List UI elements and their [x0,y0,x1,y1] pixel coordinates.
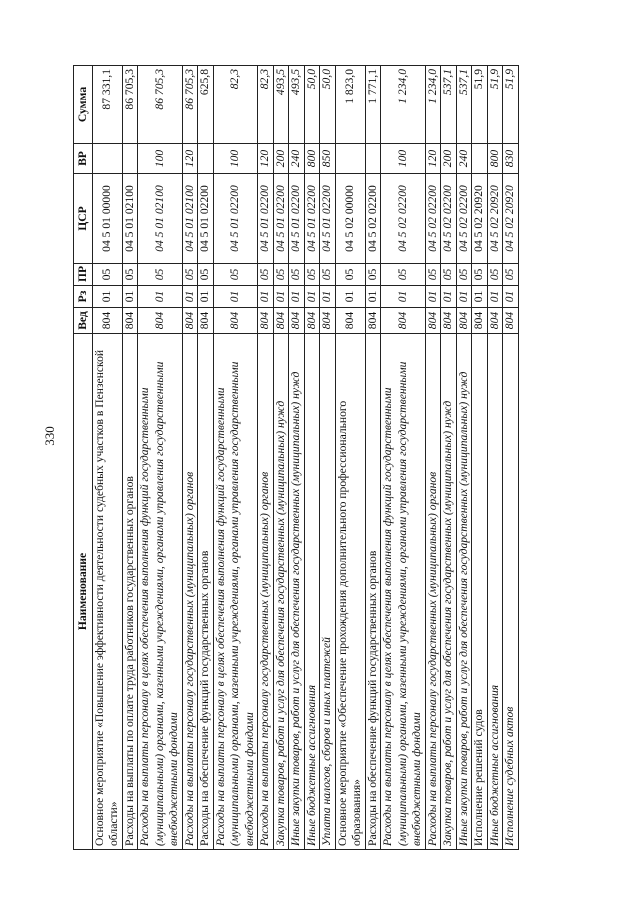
cell-vr: 800 [304,144,319,174]
cell-rz: 01 [93,286,123,308]
cell-ved: 804 [122,308,137,334]
table-row [441,66,456,850]
cell-name: Закупка товаров, работ и услуг для обеспечения государственных (муниципальных) нужд [441,334,456,850]
cell-csr: 04 5 01 02200 [289,174,304,264]
cell-rz: 01 [273,286,288,308]
cell-name: Основное мероприятие «Повышение эффективности деятельности судебных участков в Пензенской области» [93,334,123,850]
cell-sum: 51,9 [487,66,502,144]
cell-ved: 804 [304,308,319,334]
cell-vr [93,144,123,174]
cell-rz: 01 [198,286,213,308]
table-row [138,66,182,850]
cell-rz: 01 [441,286,456,308]
cell-rz: 01 [487,286,502,308]
cell-ved: 804 [289,308,304,334]
budget-sheet [73,66,581,850]
cell-csr: 04 5 02 02200 [425,174,440,264]
table-row [258,66,273,850]
cell-rz: 01 [320,286,335,308]
cell-pr: 05 [138,264,182,286]
cell-sum: 86 705,3 [122,66,137,144]
cell-vr [122,144,137,174]
cell-vr: 120 [182,144,197,174]
cell-ved: 804 [503,308,518,334]
table-row [425,66,440,850]
cell-csr: 04 5 01 02100 [138,174,182,264]
cell-pr: 05 [320,264,335,286]
cell-rz: 01 [289,286,304,308]
cell-name: Закупка товаров, работ и услуг для обеспечения государственных (муниципальных) нужд [273,334,288,850]
cell-rz: 01 [425,286,440,308]
cell-rz: 01 [365,286,380,308]
cell-csr: 04 5 01 02100 [182,174,197,264]
cell-vr: 240 [456,144,471,174]
page-number: 330 [42,426,57,446]
cell-name: Уплата налогов, сборов и иных платежей [320,334,335,850]
header-ved: Вед [74,308,93,334]
cell-vr [335,144,365,174]
cell-sum: 51,9 [503,66,518,144]
cell-sum: 87 331,1 [93,66,123,144]
cell-name: Иные бюджетные ассигнования [487,334,502,850]
cell-vr [198,144,213,174]
cell-pr: 05 [198,264,213,286]
cell-sum: 86 705,3 [138,66,182,144]
cell-sum: 82,3 [213,66,257,144]
header-csr: ЦСР [74,174,93,264]
cell-pr: 05 [381,264,425,286]
cell-csr: 04 5 01 02200 [320,174,335,264]
cell-csr: 04 5 02 00000 [335,174,365,264]
cell-sum: 625,8 [198,66,213,144]
cell-rz: 01 [304,286,319,308]
cell-sum: 493,5 [273,66,288,144]
cell-vr: 240 [289,144,304,174]
cell-sum: 1 771,1 [365,66,380,144]
cell-sum: 537,1 [456,66,471,144]
cell-csr: 04 5 01 02200 [198,174,213,264]
cell-csr: 04 5 02 02200 [441,174,456,264]
table-area [73,66,581,850]
cell-vr: 100 [381,144,425,174]
table-row [182,66,197,850]
cell-csr: 04 5 02 20920 [503,174,518,264]
cell-sum: 50,0 [304,66,319,144]
cell-sum: 493,5 [289,66,304,144]
table-row [335,66,365,850]
cell-pr: 05 [258,264,273,286]
cell-sum: 1 234,0 [381,66,425,144]
cell-csr: 04 5 01 02200 [304,174,319,264]
cell-name: Расходы на выплаты персоналу государственных (муниципальных) органов [425,334,440,850]
table-body [93,66,519,850]
cell-csr: 04 5 02 02200 [381,174,425,264]
cell-rz: 01 [258,286,273,308]
cell-vr: 120 [258,144,273,174]
cell-ved: 804 [273,308,288,334]
cell-pr: 05 [487,264,502,286]
cell-rz: 01 [381,286,425,308]
cell-name: Расходы на выплаты персоналу государственных (муниципальных) органов [182,334,197,850]
cell-csr: 04 5 02 02200 [456,174,471,264]
cell-sum: 86 705,3 [182,66,197,144]
cell-name: Расходы на выплаты персоналу в целях обеспечения выполнения функций государственными (муниципальными) органами, казенными учреждениями, органами управления государственными внебюджетными фондами [381,334,425,850]
cell-vr [365,144,380,174]
cell-name: Расходы на выплаты персоналу государственных (муниципальных) органов [258,334,273,850]
cell-csr: 04 5 01 02100 [122,174,137,264]
table-row [456,66,471,850]
header-pr: ПР [74,264,93,286]
cell-sum: 1 823,0 [335,66,365,144]
table-row [381,66,425,850]
cell-name: Исполнение судебных актов [503,334,518,850]
cell-ved: 804 [198,308,213,334]
cell-ved: 804 [487,308,502,334]
cell-csr: 04 5 01 02200 [273,174,288,264]
cell-sum: 537,1 [441,66,456,144]
table-row [487,66,502,850]
cell-sum: 1 234,0 [425,66,440,144]
cell-csr: 04 5 01 02200 [213,174,257,264]
cell-ved: 804 [138,308,182,334]
table-row [472,66,487,850]
cell-pr: 05 [365,264,380,286]
cell-rz: 01 [182,286,197,308]
cell-csr: 04 5 01 02200 [258,174,273,264]
cell-ved: 804 [93,308,123,334]
cell-ved: 804 [425,308,440,334]
cell-vr: 830 [503,144,518,174]
cell-pr: 05 [335,264,365,286]
cell-name: Расходы на выплаты персоналу в целях обеспечения выполнения функций государственными (муниципальными) органами, казенными учреждениями, органами управления государственными внебюджетными фондами [138,334,182,850]
cell-pr: 05 [503,264,518,286]
cell-name: Расходы на выплаты по оплате труда работников государственных органов [122,334,137,850]
cell-pr: 05 [456,264,471,286]
cell-ved: 804 [456,308,471,334]
cell-rz: 01 [138,286,182,308]
cell-pr: 05 [182,264,197,286]
cell-rz: 01 [503,286,518,308]
cell-name: Основное мероприятие «Обеспечение прохождения дополнительного профессионального образования» [335,334,365,850]
cell-sum: 51,9 [472,66,487,144]
table-row [93,66,123,850]
cell-vr [472,144,487,174]
cell-sum: 82,3 [258,66,273,144]
cell-pr: 05 [472,264,487,286]
cell-ved: 804 [320,308,335,334]
cell-ved: 804 [258,308,273,334]
cell-rz: 01 [472,286,487,308]
cell-rz: 01 [456,286,471,308]
cell-sum: 50,0 [320,66,335,144]
cell-name: Иные закупки товаров, работ и услуг для обеспечения государственных (муниципальных) нужд [456,334,471,850]
budget-table [73,65,519,850]
table-row [304,66,319,850]
cell-vr: 200 [441,144,456,174]
cell-vr: 850 [320,144,335,174]
cell-name: Расходы на обеспечение функций государственных органов [198,334,213,850]
cell-vr: 200 [273,144,288,174]
cell-pr: 05 [122,264,137,286]
table-row [365,66,380,850]
cell-pr: 05 [289,264,304,286]
cell-vr: 100 [213,144,257,174]
cell-csr: 04 5 02 20920 [472,174,487,264]
cell-name: Расходы на обеспечение функций государственных органов [365,334,380,850]
cell-vr: 100 [138,144,182,174]
cell-name: Исполнение решений судов [472,334,487,850]
cell-vr: 120 [425,144,440,174]
cell-rz: 01 [213,286,257,308]
header-vr: ВР [74,144,93,174]
table-row [122,66,137,850]
header-name: Наименование [74,334,93,850]
table-row [289,66,304,850]
cell-ved: 804 [335,308,365,334]
table-row [320,66,335,850]
cell-pr: 05 [441,264,456,286]
cell-pr: 05 [304,264,319,286]
cell-rz: 01 [122,286,137,308]
header-rz: Рз [74,286,93,308]
cell-pr: 05 [425,264,440,286]
table-row [273,66,288,850]
table-row [213,66,257,850]
cell-pr: 05 [273,264,288,286]
cell-ved: 804 [213,308,257,334]
table-row [198,66,213,850]
cell-rz: 01 [335,286,365,308]
cell-ved: 804 [381,308,425,334]
cell-csr: 04 5 02 02200 [365,174,380,264]
table-row [503,66,518,850]
cell-name: Иные закупки товаров, работ и услуг для обеспечения государственных (муниципальных) нужд [289,334,304,850]
cell-vr: 800 [487,144,502,174]
cell-csr: 04 5 01 00000 [93,174,123,264]
cell-name: Иные бюджетные ассигнования [304,334,319,850]
cell-pr: 05 [93,264,123,286]
cell-ved: 804 [472,308,487,334]
table-header-row [74,66,93,850]
header-sum: Сумма [74,66,93,144]
cell-pr: 05 [213,264,257,286]
cell-csr: 04 5 02 20920 [487,174,502,264]
cell-name: Расходы на выплаты персоналу в целях обеспечения выполнения функций государственными (муниципальными) органами, казенными учреждениями, органами управления государственными внебюджетными фондами [213,334,257,850]
cell-ved: 804 [182,308,197,334]
cell-ved: 804 [441,308,456,334]
cell-ved: 804 [365,308,380,334]
